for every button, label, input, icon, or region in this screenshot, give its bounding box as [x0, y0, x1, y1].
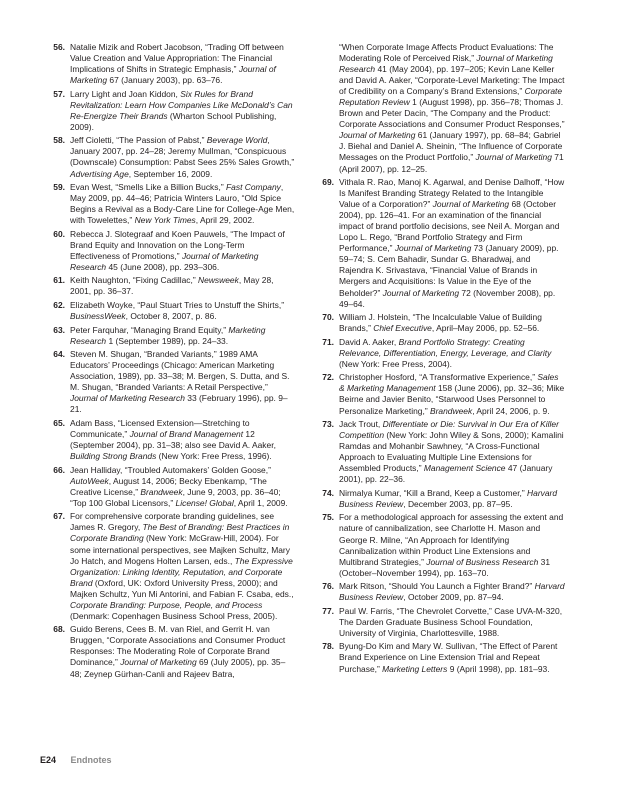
citation-text: 12 (September 2004), pp. 31–38; also see David A. Aaker, — [70, 429, 276, 451]
endnote-text — [339, 312, 565, 334]
citation-text: , April–May 2006, pp. 52–56. — [431, 323, 540, 334]
citation-text: Elizabeth Woyke, “Paul Stuart Tries to Unstuff the Shirts,” — [70, 300, 284, 311]
page-number: E24 — [40, 755, 57, 765]
endnote-item — [48, 89, 296, 133]
citation-text: , September 16, 2009. — [128, 168, 213, 179]
citation-text: Adam Bass, “Licensed Extension—Stretching to Communicate,” — [70, 418, 250, 440]
endnote-text — [70, 349, 296, 415]
citation-title: Journal of Marketing — [120, 657, 197, 668]
citation-title: BusinessWeek — [70, 311, 126, 322]
endnote-text — [339, 606, 565, 639]
endnote-number: 69. — [322, 177, 334, 188]
section-title: Endnotes — [70, 755, 112, 765]
endnote-number: 58. — [53, 135, 65, 146]
citation-text: For a methodological approach for assessing the extent and nature of cannibalization, see Charlotte H. Mason and George R. Milne, “An Approach for Identifying Cannibalization within Product Line Extensions and Multibrand Strategies,” — [339, 512, 564, 567]
citation-text: , August 14, 2006; Becky Ebenkamp, “The Creative License,” — [70, 475, 267, 497]
citation-text: , April 29, 2002. — [195, 215, 255, 226]
citation-title: Brandweek — [140, 486, 183, 497]
citation-title: Six Rules for Brand Revitalization: Learn How Companies Like McDonald’s Can Re-Energize Their Brands — [70, 88, 293, 121]
citation-text: 72 (November 2008), pp. 49–64. — [339, 287, 556, 309]
endnote-text — [70, 182, 296, 226]
endnote-item — [48, 275, 296, 297]
citation-text: Peter Farquhar, “Managing Brand Equity,” — [70, 324, 229, 335]
citation-title: Marketing Letters — [382, 663, 448, 674]
endnote-text — [70, 325, 296, 347]
citation-text: 158 (June 2006), pp. 32–36; Mike Beirne and Javier Benito, “Starwood Uses Personnel to Personalize Marketing,” — [339, 383, 565, 416]
citation-text: Keith Naughton, “Fixing Cadillac,” — [70, 275, 199, 286]
endnote-number: 77. — [322, 605, 334, 616]
citation-text: (Wharton School Publishing, 2009). — [70, 110, 277, 132]
citation-text: (New York: Free Press, 2004). — [339, 358, 453, 369]
endnote-item — [317, 512, 565, 578]
citation-title: Corporate Branding: Purpose, People, and Process — [70, 599, 263, 610]
citation-text: Guido Berens, Cees B. M. van Riel, and Gerrit H. van Bruggen, “Corporate Associations and Consumer Product Responses: The Moderating Role of Corporate Brand Dominance,” — [70, 624, 286, 668]
citation-text: Natalie Mizik and Robert Jacobson, “Trading Off between Value Creation and Value Appropriation: The Financial Implications of Shifts in Strategic Emphasis,” — [70, 42, 284, 75]
citation-title: Journal of Marketing — [432, 199, 510, 210]
citation-text: , April 1, 2009. — [233, 497, 288, 508]
endnote-text — [339, 581, 565, 603]
citation-text: 1 (September 1989), pp. 24–33. — [106, 335, 229, 346]
endnote-item — [48, 418, 296, 462]
endnote-item — [317, 419, 565, 485]
citation-text: (New York: John Wiley & Sons, 2000); Kamalini Ramdas and Mohanbir Sawhney, “A Cross-Functional Approach to Evaluating Multiple Line Extensions for Assembled Products,” — [339, 430, 564, 474]
endnote-text — [70, 418, 296, 462]
citation-title: Brand Portfolio Strategy: Creating Relevance, Differentiation, Energy, Leverage, and Clarity — [339, 336, 552, 358]
endnote-number: 73. — [322, 419, 334, 430]
citation-text: 9 (April 1998), pp. 181–93. — [447, 663, 550, 674]
citation-text: , May 28, 2001, pp. 36–37. — [70, 275, 274, 297]
citation-title: Building Strong Brands — [70, 451, 157, 462]
citation-text: 73 (January 2009), pp. 59–74; S. Cem Bahadir, Sundar G. Bharadwaj, and Rajendra K. Srivastava, “Financial Value of Brands in Mergers and Acquisitions: Is Value in the Eye of the Beholder?” — [339, 243, 559, 298]
citation-text: Evan West, “Smells Like a Billion Bucks,” — [70, 182, 226, 193]
endnote-text — [70, 300, 296, 322]
endnote-number: 65. — [53, 418, 65, 428]
endnote-number: 62. — [53, 300, 65, 311]
endnote-number: 66. — [53, 464, 65, 475]
citation-text: 71 (April 2007), pp. 12–25. — [339, 152, 564, 174]
endnote-number: 67. — [53, 511, 65, 522]
endnote-text — [70, 229, 296, 273]
citation-title: Journal of Business Research — [426, 556, 539, 567]
citation-text: 31 (October–November 1994), pp. 163–70. — [339, 556, 551, 578]
endnote-item — [317, 312, 565, 334]
citation-text: 45 (June 2008), pp. 293–306. — [106, 261, 220, 272]
citation-text: Jack Trout, — [339, 419, 383, 430]
citation-text: Christopher Hosford, “A Transformative Experience,” — [339, 372, 538, 383]
citation-title: New York Times — [134, 215, 196, 226]
citation-title: Fast Company — [226, 182, 281, 193]
endnote-number: 72. — [322, 372, 334, 383]
endnote-text — [70, 89, 296, 133]
citation-title: Journal of Marketing — [382, 287, 460, 298]
endnote-text — [70, 511, 296, 621]
citation-title: The Expressive Organization: Linking Identity, Reputation, and Corporate Brand — [70, 555, 293, 588]
citation-text: Jean Halliday, “Troubled Automakers’ Golden Goose,” — [70, 464, 271, 475]
left-column — [48, 42, 296, 682]
endnote-number — [317, 42, 339, 175]
endnote-item — [48, 229, 296, 273]
citation-text: (Oxford, UK: Oxford University Press, 2000); and Majken Schultz, Yun Mi Antorini, and Fabian F. Csaba, eds., — [70, 577, 294, 599]
endnote-item — [317, 42, 565, 175]
endnote-text — [339, 177, 565, 310]
endnote-number: 59. — [53, 182, 65, 193]
citation-text: , October 2009, pp. 87–94. — [403, 592, 504, 603]
citation-title: Chief Executive — [373, 323, 432, 334]
citation-text: 47 (January 2001), pp. 22–36. — [339, 463, 553, 485]
citation-text: David A. Aaker, — [339, 336, 399, 347]
citation-title: License! Global — [175, 497, 234, 508]
endnote-text — [339, 372, 565, 416]
endnote-item — [48, 325, 296, 347]
citation-text: Steven M. Shugan, “Branded Variants,” 1989 AMA Educators’ Proceedings (Chicago: American Marketing Association, 1989), pp. 33–38; M. Bergen, S. Dutta, and S. M. Shugan, “Branded Variants: A Retail Perspective,” — [70, 349, 290, 393]
citation-text: “When Corporate Image Affects Product Evaluations: The Moderating Role of Perceived Risk,” — [339, 42, 554, 64]
citation-text: , April 24, 2006, p. 9. — [472, 405, 550, 416]
endnote-item — [317, 177, 565, 310]
citation-title: Advertising Age — [70, 168, 129, 179]
endnote-item — [48, 465, 296, 509]
citation-text: Larry Light and Joan Kiddon, — [70, 88, 181, 99]
endnote-item — [317, 606, 565, 639]
endnote-number: 71. — [322, 336, 334, 347]
citation-title: Harvard Business Review — [339, 581, 565, 603]
citation-text: 1 (August 1998), pp. 356–78; Thomas J. Brown and Peter Dacin, “The Company and the Product: Corporate Associations and Consumer Product Responses,” — [339, 97, 565, 130]
citation-text: 68 (October 2004), pp. 126–41. For an examination of the financial impact of brand portfolio decisions, see Neil A. Morgan and Lopo L. Rego, “Brand Portfolio Strategy and Firm Performance,” — [339, 199, 560, 254]
citation-title: Corporate Reputation Review — [339, 86, 563, 108]
endnote-text — [339, 488, 565, 510]
citation-text: , December 2003, pp. 87–95. — [403, 498, 513, 509]
citation-text: Vithala R. Rao, Manoj K. Agarwal, and Denise Dalhoff, “How Is Manifest Branding Strategy Related to the Intangible Value of a Corporation?” — [339, 177, 565, 210]
endnote-text — [70, 624, 296, 679]
citation-title: Marketing Research — [70, 324, 266, 346]
endnote-item — [48, 511, 296, 621]
endnote-item — [48, 349, 296, 415]
citation-text: Jeff Cioletti, “The Passion of Pabst,” — [70, 135, 207, 146]
citation-text: (New York: Free Press, 1996). — [156, 451, 272, 462]
endnote-number: 61. — [53, 275, 65, 286]
endnote-number: 60. — [53, 228, 65, 239]
endnote-number: 78. — [322, 641, 334, 652]
citation-title: Journal of Marketing — [475, 152, 552, 163]
endnote-number: 70. — [322, 312, 334, 323]
citation-text: (New York: McGraw-Hill, 2004). For some international perspectives, see Majken Schultz, Mary Jo Hatch, and Mogens Holten Larsen, eds., — [70, 533, 290, 566]
endnote-number: 68. — [53, 624, 65, 635]
citation-text: For comprehensive corporate branding guidelines, see James R. Gregory, — [70, 511, 275, 533]
endnote-item — [317, 581, 565, 603]
citation-text: 33 (February 1996), pp. 9–21. — [70, 393, 288, 415]
citation-text: 69 (July 2005), pp. 35–48; Zeynep Gürhan-Canli and Rajeev Batra, — [70, 657, 286, 679]
endnote-text — [339, 337, 565, 370]
citation-title: Harvard Business Review — [339, 487, 558, 509]
endnote-text — [339, 419, 565, 485]
endnote-item — [48, 42, 296, 86]
endnote-number: 64. — [53, 349, 65, 360]
citation-title: Management Science — [423, 463, 506, 474]
endnote-number: 57. — [53, 88, 65, 99]
citation-title: Sales & Marketing Management — [339, 372, 559, 394]
citation-title: Journal of Marketing Research — [70, 250, 259, 272]
endnote-number: 56. — [53, 42, 65, 52]
citation-title: Journal of Marketing Research — [339, 53, 553, 75]
endnote-item — [48, 300, 296, 322]
citation-text: William J. Holstein, “The Incalculable Value of Building Brands,” — [339, 312, 542, 334]
endnote-text — [339, 512, 565, 578]
citation-text: (Denmark: Copenhagen Business School Press, 2005). — [70, 610, 278, 621]
endnote-item — [317, 372, 565, 416]
citation-text: , October 8, 2007, p. 86. — [125, 311, 217, 322]
citation-text: , June 9, 2003, pp. 36–40; “Top 100 Global Licensors,” — [70, 486, 281, 508]
endnote-text — [339, 641, 565, 674]
page-footer — [40, 755, 112, 765]
endnote-item — [317, 641, 565, 674]
citation-title: Beverage World — [206, 135, 268, 146]
endnote-text — [70, 465, 296, 509]
citation-text: Paul W. Farris, “The Chevrolet Corvette,” Case UVA-M-320, The Darden Graduate Business School Foundation, University of Virginia, Charlottesville, 1988. — [339, 605, 563, 638]
endnote-text — [70, 42, 296, 86]
citation-text: 61 (January 1997), pp. 68–84; Gabriel J. Biehal and Daniel A. Sheinin, “The Influence of Corporate Messages on the Product Portfolio,” — [339, 130, 563, 163]
citation-title: AutoWeek — [70, 475, 109, 486]
endnote-item — [48, 135, 296, 179]
endnote-number: 74. — [322, 487, 334, 498]
citation-text: 41 (May 2004), pp. 197–205; Kevin Lane Keller and David A. Aaker, “Corporate-Level Marketing: The Impact of Credibility on a Company’s Brand Extensions,” — [339, 64, 565, 97]
citation-title: Newsweek — [198, 275, 239, 286]
endnote-text — [70, 275, 296, 297]
citation-text: , January 2007, pp. 24–28; Jeremy Mullman, “Conspicuous (Downscale) Consumption: Pabst Sees 25% Sales Growth,” — [70, 135, 295, 168]
citation-title: Brandweek — [429, 405, 473, 416]
endnote-item — [48, 182, 296, 226]
citation-title: Differentiate or Die: Survival in Our Era of Killer Competition — [339, 419, 559, 441]
endnote-item — [48, 624, 296, 679]
endnote-text — [339, 42, 565, 175]
citation-title: Journal of Brand Management — [129, 429, 244, 440]
citation-title: The Best of Branding: Best Practices in Corporate Branding — [70, 522, 290, 544]
endnote-item — [317, 488, 565, 510]
endnote-number: 75. — [322, 512, 334, 523]
citation-text: Rebecca J. Slotegraaf and Koen Pauwels, “The Impact of Brand Equity and Innovation on the Long-Term Effectiveness of Promotions,” — [70, 228, 285, 261]
endnote-number: 76. — [322, 581, 334, 592]
citation-title: Journal of Marketing — [70, 64, 276, 86]
endnote-text — [70, 135, 296, 179]
citation-title: Journal of Marketing Research — [70, 393, 185, 404]
citation-text: Mark Ritson, “Should You Launch a Fighter Brand?” — [339, 581, 535, 592]
citation-text: Byung-Do Kim and Mary W. Sullivan, “The Effect of Parent Brand Experience on Line Extension Trial and Repeat Purchase,” — [339, 641, 558, 674]
citation-title: Journal of Marketing — [339, 130, 416, 141]
citation-text: Nirmalya Kumar, “Kill a Brand, Keep a Customer,” — [339, 487, 528, 498]
endnote-item — [317, 337, 565, 370]
citation-text: , May 2009, pp. 44–46; Patricia Winters Lauro, “Old Spice Begins a Revival as a Body-Care Line for College-Age Men, with Towelettes,” — [70, 182, 295, 226]
right-column — [317, 42, 565, 677]
endnote-number: 63. — [53, 324, 65, 335]
citation-text: 67 (January 2003), pp. 63–76. — [107, 75, 223, 86]
citation-title: Journal of Marketing — [394, 243, 472, 254]
